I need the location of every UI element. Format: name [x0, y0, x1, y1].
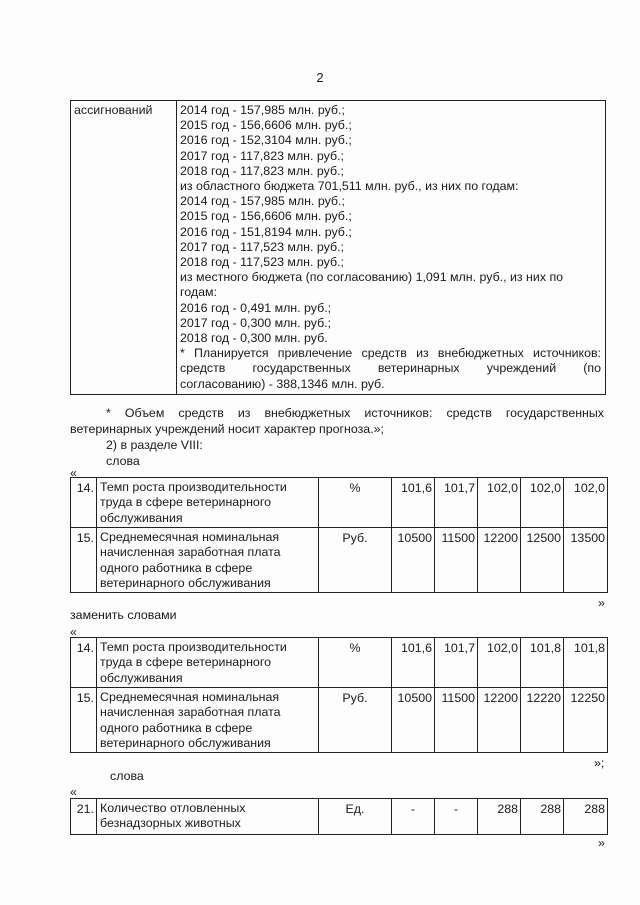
budget-line: 2016 год - 152,3104 млн. руб.; [180, 133, 352, 148]
budget-line: годам: [180, 285, 217, 300]
budget-lines [180, 103, 601, 346]
quote-close-semicolon: »; [594, 756, 605, 770]
value-cell: 101,6 [392, 638, 435, 688]
section-reference: 2) в разделе VIII: [106, 438, 203, 452]
budget-line: из областного бюджета 701,511 млн. руб., из них по годам: [180, 179, 519, 194]
value-cell: 102,0 [478, 638, 521, 688]
budget-line: 2018 год - 117,823 млн. руб.; [180, 163, 344, 178]
table-row [71, 478, 608, 528]
footnote-line-1: * Объем средств из внебюджетных источников: средств государственных [106, 406, 604, 420]
value-cell: 288 [564, 799, 608, 835]
indicator-name-line: Среднемесячная номинальная [100, 530, 280, 544]
indicator-name [97, 528, 319, 593]
budget-note-line-2: средств государственных ветеринарных учреждений (по [180, 361, 601, 376]
indicator-name-line: Количество отловленных [100, 801, 246, 815]
value-cell: 101,8 [564, 638, 608, 688]
indicator-name-line: труда в сфере ветеринарного [100, 655, 271, 670]
value-cell: 12250 [564, 688, 608, 753]
row-number: 14. [71, 478, 97, 528]
indicator-name [97, 799, 319, 835]
indicator-table-old [70, 477, 608, 593]
value-cell: 12200 [478, 528, 521, 593]
budget-line: 2015 год - 156,6606 млн. руб.; [180, 118, 352, 133]
value-cell: 101,7 [435, 478, 478, 528]
value-cell: 10500 [392, 528, 435, 593]
value-cell: 13500 [564, 528, 608, 593]
value-cell: 101,6 [392, 478, 435, 528]
budget-note-line-3: согласованию) - 388,1346 млн. руб. [180, 376, 385, 391]
unit-cell: % [319, 478, 392, 528]
row-number: 21. [71, 799, 97, 835]
quote-open-1: « [70, 466, 77, 480]
indicator-name-line: Темп роста производительности [100, 640, 287, 654]
budget-line: 2017 год - 117,823 млн. руб.; [180, 148, 344, 163]
budget-label: ассигнований [71, 101, 177, 395]
quote-open-3: « [70, 785, 77, 799]
table-row [71, 688, 608, 753]
budget-line: 2018 год - 0,300 млн. руб. [180, 331, 328, 346]
quote-close-3: » [598, 836, 605, 850]
indicator-name-line: Темп роста производительности [100, 480, 287, 494]
table-row [71, 528, 608, 593]
budget-line: 2016 год - 151,8194 млн. руб.; [180, 224, 352, 239]
table-row [71, 638, 608, 688]
word-slova-2: слова [110, 769, 144, 783]
indicator-name-line: Среднемесячная номинальная [100, 690, 280, 704]
indicator-name-line: труда в сфере ветеринарного [100, 495, 271, 510]
value-cell: 11500 [435, 688, 478, 753]
value-cell: 102,0 [564, 478, 608, 528]
footnote-line-2: ветеринарных учреждений носит характер прогноза.»; [70, 422, 384, 436]
value-cell: 102,0 [521, 478, 564, 528]
indicator-name-line: обслуживания [100, 670, 183, 685]
indicator-name [97, 478, 319, 528]
page-number: 2 [316, 70, 324, 85]
budget-line: из местного бюджета (по согласованию) 1,091 млн. руб., из них по [180, 270, 564, 285]
word-slova-1: слова [106, 454, 140, 468]
unit-cell: Руб. [319, 688, 392, 753]
value-cell: 12220 [521, 688, 564, 753]
budget-line: 2017 год - 0,300 млн. руб.; [180, 315, 332, 330]
budget-line: 2015 год - 156,6606 млн. руб.; [180, 209, 352, 224]
value-cell: 102,0 [478, 478, 521, 528]
indicator-name-line: ветеринарного обслуживания [100, 576, 271, 591]
table-row [71, 799, 608, 835]
value-cell: 12200 [478, 688, 521, 753]
indicator-name [97, 638, 319, 688]
budget-note-line-1: * Планируется привлечение средств из внебюджетных источников: [180, 346, 601, 361]
value-cell: 101,8 [521, 638, 564, 688]
replace-with-words: заменить словами [70, 608, 177, 622]
indicator-name-line: обслуживания [100, 510, 183, 525]
indicator-name [97, 688, 319, 753]
indicator-name-line: одного работника в сфере [100, 560, 253, 575]
value-cell: 288 [478, 799, 521, 835]
value-cell: - [435, 799, 478, 835]
value-cell: 12500 [521, 528, 564, 593]
budget-line: 2014 год - 157,985 млн. руб.; [180, 103, 345, 117]
budget-line: 2018 год - 117,523 млн. руб.; [180, 255, 344, 270]
value-cell: 10500 [392, 688, 435, 753]
row-number: 15. [71, 688, 97, 753]
indicator-name-line: начисленная заработная плата [100, 545, 281, 560]
value-cell: 101,7 [435, 638, 478, 688]
indicator-name-line: начисленная заработная плата [100, 705, 281, 720]
budget-values [177, 101, 606, 395]
budget-line: 2016 год - 0,491 млн. руб.; [180, 300, 332, 315]
indicator-name-line: безнадзорных животных [100, 816, 241, 831]
unit-cell: Ед. [319, 799, 392, 835]
budget-line: 2017 год - 117,523 млн. руб.; [180, 239, 344, 254]
indicator-table-new [70, 637, 608, 753]
indicator-name-line: ветеринарного обслуживания [100, 736, 271, 751]
quote-open-2: « [70, 625, 77, 639]
quote-close-1: » [598, 596, 605, 610]
row-number: 14. [71, 638, 97, 688]
budget-table [70, 100, 606, 395]
budget-line: 2014 год - 157,985 млн. руб.; [180, 194, 345, 209]
value-cell: 288 [521, 799, 564, 835]
indicator-table-animals [70, 798, 608, 835]
unit-cell: % [319, 638, 392, 688]
value-cell: - [392, 799, 435, 835]
row-number: 15. [71, 528, 97, 593]
value-cell: 11500 [435, 528, 478, 593]
unit-cell: Руб. [319, 528, 392, 593]
indicator-name-line: одного работника в сфере [100, 720, 253, 735]
footnote-paragraph [70, 405, 604, 469]
